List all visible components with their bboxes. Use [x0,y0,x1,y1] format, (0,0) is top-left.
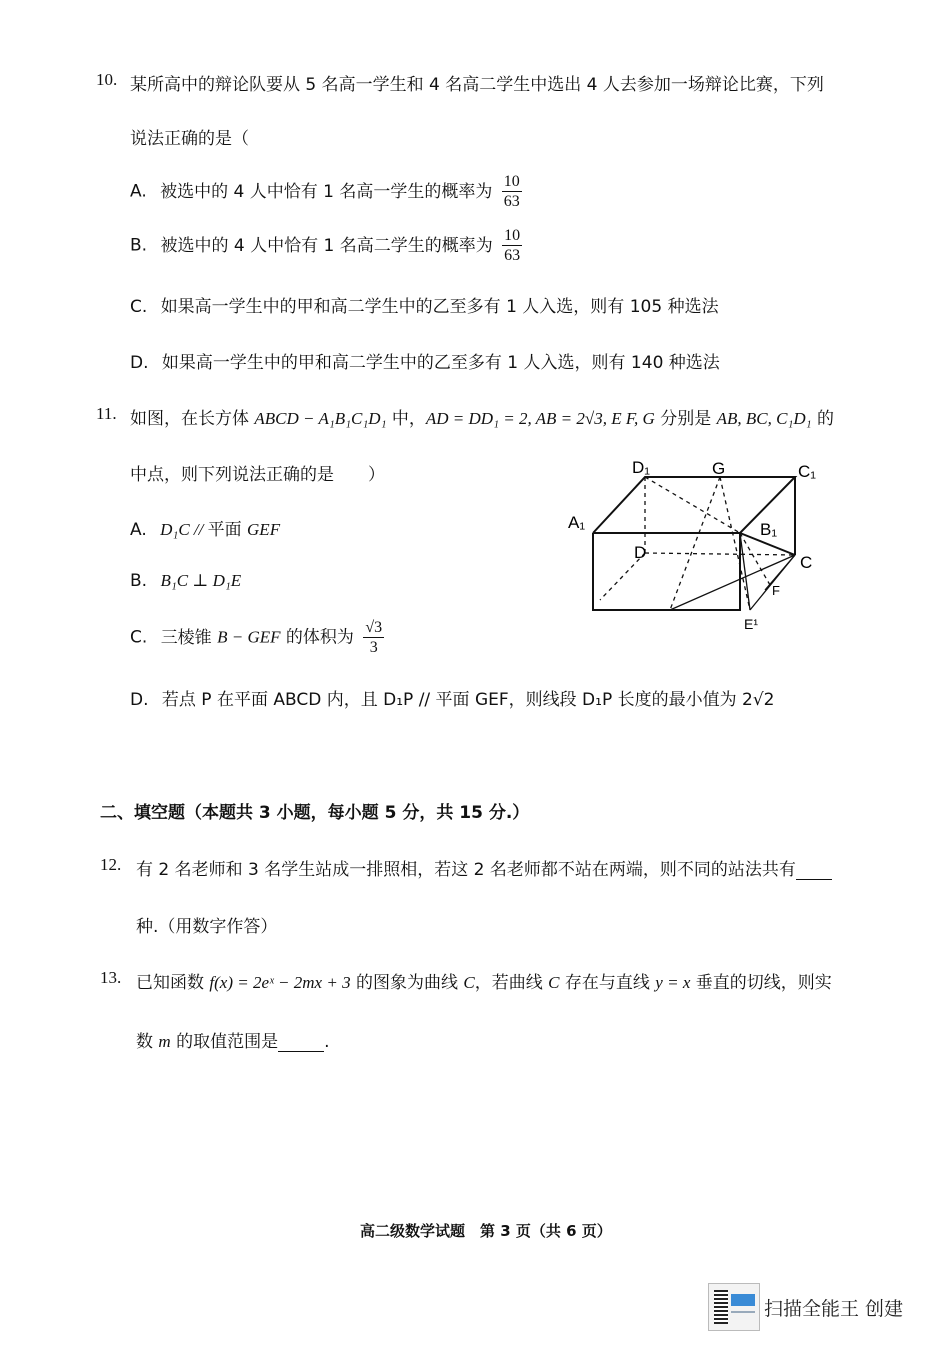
scanner-logo [708,1283,760,1331]
q11-option-d: D. 若点 P 在平面 ABCD 内，且 D₁P // 平面 GEF，则线段 D₁P 长度的最小值为 2√2 [130,690,775,710]
option-label: A. [130,181,147,202]
q11-stem-line1: 如图，在长方体 ABCD − A₁B₁C₁D₁ 中，AD = DD₁ = 2, AB = 2√3, E F, G 分别是 AB, BC, C₁D₁ 的 [130,409,834,429]
cuboid-diagram [560,455,820,635]
q12-line1: 有 2 名老师和 3 名学生站成一排照相，若这 2 名老师都不站在两端，则不同的站法共有 [136,855,832,880]
app-logo-icon [731,1294,755,1306]
q12-line2: 种.（用数字作答） [136,917,278,937]
q10-number: 10. [96,70,118,89]
section-2-title: 二、填空题（本题共 3 小题，每小题 5 分，共 15 分.） [100,803,530,823]
label-b1: B₁ [760,520,778,539]
q12-number: 12. [100,855,122,874]
label-c: C [800,553,813,572]
label-d: D [634,543,647,562]
option-label: B. [130,571,148,591]
answer-blank [278,1033,324,1052]
q13-line1: 已知函数 f(x) = 2eˣ − 2mx + 3 的图象为曲线 C，若曲线 C 存在与直线 y = x 垂直的切线，则实 [136,973,832,993]
label-a1: A₁ [568,513,586,532]
label-e: E¹ [744,616,758,632]
cuboid-figure [560,455,820,640]
label-c1: C₁ [798,462,817,481]
answer-blank [796,861,832,880]
option-text: 被选中的 4 人中恰有 1 名高二学生的概率为 [160,235,493,256]
q13-line2: 数 m 的取值范围是 . [136,1032,330,1052]
fraction: $\frac{√3}{3}$ [365,619,383,656]
q10-option-d [130,348,720,373]
q10-option-b [130,226,522,265]
option-text: 被选中的 4 人中恰有 1 名高一学生的概率为 [160,181,493,202]
fraction: $\frac{10}{63}$ [504,227,521,264]
q11-option-a: A. D₁C // 平面 GEF [130,520,281,540]
option-label: B. [130,235,148,256]
option-label: D. [130,353,149,373]
q10-stem-line2: 说法正确的是（ [130,129,249,149]
label-g: G [712,459,726,478]
q11-stem-line2: 中点，则下列说法正确的是 ） [130,465,385,485]
option-label: A. [130,520,147,540]
fraction: $\frac{10}{63}$ [503,173,520,210]
option-text: 如果高一学生中的甲和高二学生中的乙至多有 1 人入选，则有 140 种选法 [161,353,720,373]
q11-number: 11. [96,404,117,423]
scanner-watermark: 扫描全能王 创建 [764,1298,904,1320]
q13-number: 13. [100,968,122,987]
option-label: C. [130,627,148,648]
q11-option-c: C. 三棱锥 B − GEF 的体积为 $\frac{√3}{3}$ [130,619,383,656]
option-label: D. [130,690,149,710]
page-footer: 高二级数学试题 第 3 页（共 6 页） [360,1222,612,1240]
q11-option-b: B. B₁C ⊥ D₁E [130,571,242,591]
option-text: 如果高一学生中的甲和高二学生中的乙至多有 1 人入选，则有 105 种选法 [160,297,719,317]
q10-stem-line1: 某所高中的辩论队要从 5 名高一学生和 4 名高二学生中选出 4 人去参加一场辩论比赛，下列 [130,75,824,95]
label-f: F [772,583,780,598]
qr-code-icon [714,1290,728,1324]
label-d1: D₁ [632,458,651,477]
q10-option-c [130,292,719,317]
q10-option-a [130,172,522,211]
option-label: C. [130,297,148,317]
